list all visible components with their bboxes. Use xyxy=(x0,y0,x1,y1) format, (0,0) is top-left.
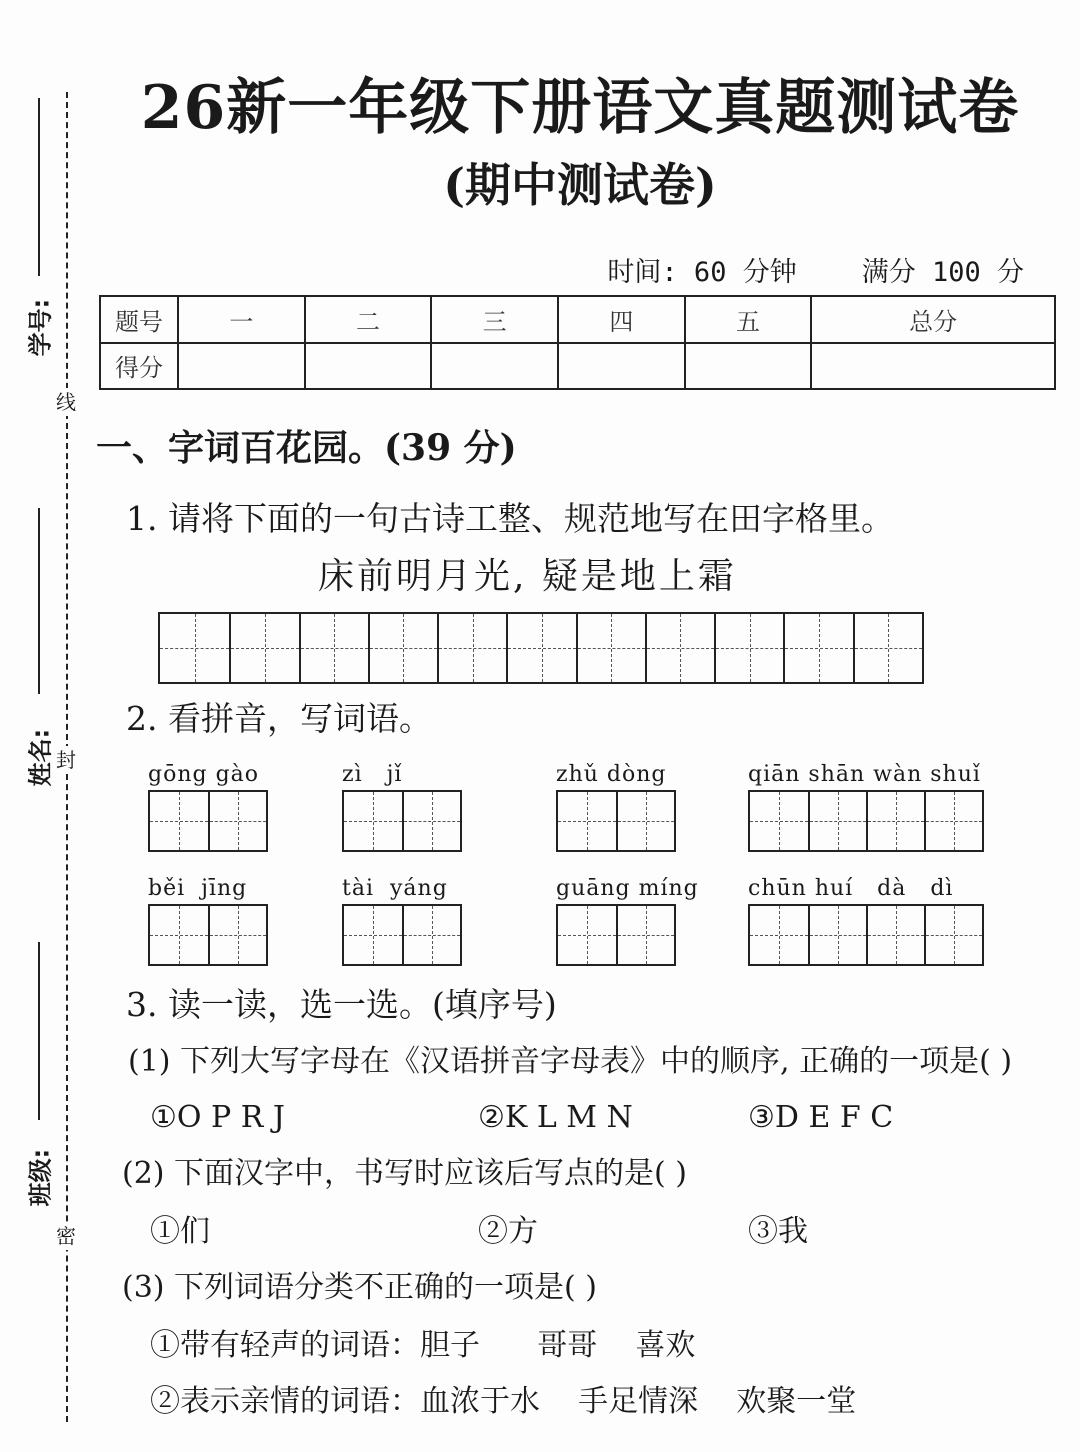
word-writing-grid[interactable] xyxy=(148,790,268,852)
tianzige-cell[interactable] xyxy=(160,614,229,682)
tianzige-cell[interactable] xyxy=(368,614,437,682)
word-writing-grid[interactable] xyxy=(148,904,268,966)
tianzige-cell[interactable] xyxy=(866,792,924,850)
tianzige-cell[interactable] xyxy=(576,614,645,682)
margin-word-xian: 线 xyxy=(56,390,76,414)
header-cell: 题号 xyxy=(100,296,178,343)
score-row-label: 得分 xyxy=(100,343,178,390)
tianzige-cell[interactable] xyxy=(616,792,674,850)
tianzige-cell[interactable] xyxy=(402,906,460,964)
pinyin-label: qiān shān wàn shuǐ xyxy=(748,762,981,787)
name-line[interactable] xyxy=(38,508,40,694)
score-table xyxy=(99,295,1056,390)
tianzige-cell[interactable] xyxy=(616,906,674,964)
tianzige-cell[interactable] xyxy=(783,614,852,682)
pinyin-label: zì jǐ xyxy=(342,762,403,787)
tianzige-cell[interactable] xyxy=(853,614,922,682)
pinyin-label: chūn huí dà dì xyxy=(748,876,954,901)
tianzige-cell[interactable] xyxy=(208,906,266,964)
header-cell: 总分 xyxy=(811,296,1055,343)
tianzige-cell[interactable] xyxy=(558,792,616,850)
word-writing-grid[interactable] xyxy=(556,790,676,852)
q3-sub3-question: (3) 下列词语分类不正确的一项是( ) xyxy=(122,1270,597,1305)
poem-writing-grid[interactable] xyxy=(158,612,924,684)
q3-sub3-option-1[interactable]: ①带有轻声的词语：胆子 哥哥 喜欢 xyxy=(150,1328,696,1363)
student-no-line[interactable] xyxy=(38,98,40,276)
tianzige-cell[interactable] xyxy=(506,614,575,682)
q3-sub2-question: (2) 下面汉字中，书写时应该后写点的是( ) xyxy=(122,1156,687,1191)
q3-sub2-option-3[interactable]: ③我 xyxy=(748,1214,808,1249)
tianzige-cell[interactable] xyxy=(208,792,266,850)
header-cell: 一 xyxy=(178,296,305,343)
page-subtitle: (期中测试卷) xyxy=(443,158,717,212)
pinyin-label: tài yáng xyxy=(342,876,448,901)
score-cell[interactable] xyxy=(558,343,685,390)
tianzige-cell[interactable] xyxy=(150,906,208,964)
pinyin-label: guāng míng xyxy=(556,876,699,901)
header-cell: 二 xyxy=(305,296,432,343)
word-writing-grid[interactable] xyxy=(556,904,676,966)
q3-sub1-question: (1) 下列大写字母在《汉语拼音字母表》中的顺序, 正确的一项是( ) xyxy=(128,1044,1013,1079)
word-writing-grid[interactable] xyxy=(748,904,984,966)
margin-word-feng: 封 xyxy=(56,748,76,772)
question-3-title: 3. 读一读，选一选。(填序号) xyxy=(126,985,557,1024)
margin-word-mi: 密 xyxy=(56,1224,76,1248)
q3-sub2-option-1[interactable]: ①们 xyxy=(150,1214,210,1249)
q3-sub1-option-3[interactable]: ③D E F C xyxy=(748,1100,894,1135)
header-cell: 五 xyxy=(685,296,812,343)
tianzige-cell[interactable] xyxy=(866,906,924,964)
tianzige-cell[interactable] xyxy=(558,906,616,964)
score-table-header-row xyxy=(100,296,1055,343)
tianzige-cell[interactable] xyxy=(645,614,714,682)
tianzige-cell[interactable] xyxy=(750,906,808,964)
score-cell[interactable] xyxy=(178,343,305,390)
class-label: 班级: xyxy=(26,1148,55,1207)
word-writing-grid[interactable] xyxy=(342,904,462,966)
tianzige-cell[interactable] xyxy=(924,792,982,850)
section-1-heading: 一、字词百花园。(39 分) xyxy=(96,427,517,469)
class-line[interactable] xyxy=(38,942,40,1120)
tianzige-cell[interactable] xyxy=(808,906,866,964)
score-cell[interactable] xyxy=(305,343,432,390)
tianzige-cell[interactable] xyxy=(150,792,208,850)
tianzige-cell[interactable] xyxy=(229,614,298,682)
q3-sub1-option-1[interactable]: ①O P R J xyxy=(150,1100,285,1135)
tianzige-cell[interactable] xyxy=(714,614,783,682)
tianzige-cell[interactable] xyxy=(808,792,866,850)
student-no-label: 学号: xyxy=(26,298,55,357)
question-2-title: 2. 看拼音，写词语。 xyxy=(126,699,432,738)
pinyin-label: běi jīng xyxy=(148,876,248,901)
score-table-score-row xyxy=(100,343,1055,390)
header-cell: 三 xyxy=(431,296,558,343)
question-1-title: 1. 请将下面的一句古诗工整、规范地写在田字格里。 xyxy=(126,499,894,538)
tianzige-cell[interactable] xyxy=(750,792,808,850)
name-label: 姓名: xyxy=(26,728,55,787)
word-writing-grid[interactable] xyxy=(342,790,462,852)
score-cell[interactable] xyxy=(685,343,812,390)
pinyin-label: zhǔ dòng xyxy=(556,762,667,787)
tianzige-cell[interactable] xyxy=(924,906,982,964)
tianzige-cell[interactable] xyxy=(299,614,368,682)
q3-sub1-option-2[interactable]: ②K L M N xyxy=(478,1100,633,1135)
header-cell: 四 xyxy=(558,296,685,343)
pinyin-label: gōng gào xyxy=(148,762,260,787)
tianzige-cell[interactable] xyxy=(402,792,460,850)
tianzige-cell[interactable] xyxy=(344,792,402,850)
poem-line: 床前明月光, 疑是地上霜 xyxy=(318,556,737,597)
tianzige-cell[interactable] xyxy=(344,906,402,964)
time-and-score-info: 时间: 60 分钟 满分 100 分 xyxy=(607,257,1024,288)
word-writing-grid[interactable] xyxy=(748,790,984,852)
q3-sub2-option-2[interactable]: ②方 xyxy=(478,1214,538,1249)
page-title: 26新一年级下册语文真题测试卷 xyxy=(140,73,1020,143)
score-cell[interactable] xyxy=(431,343,558,390)
score-cell[interactable] xyxy=(811,343,1055,390)
tianzige-cell[interactable] xyxy=(437,614,506,682)
q3-sub3-option-2[interactable]: ②表示亲情的词语：血浓于水 手足情深 欢聚一堂 xyxy=(150,1384,857,1419)
